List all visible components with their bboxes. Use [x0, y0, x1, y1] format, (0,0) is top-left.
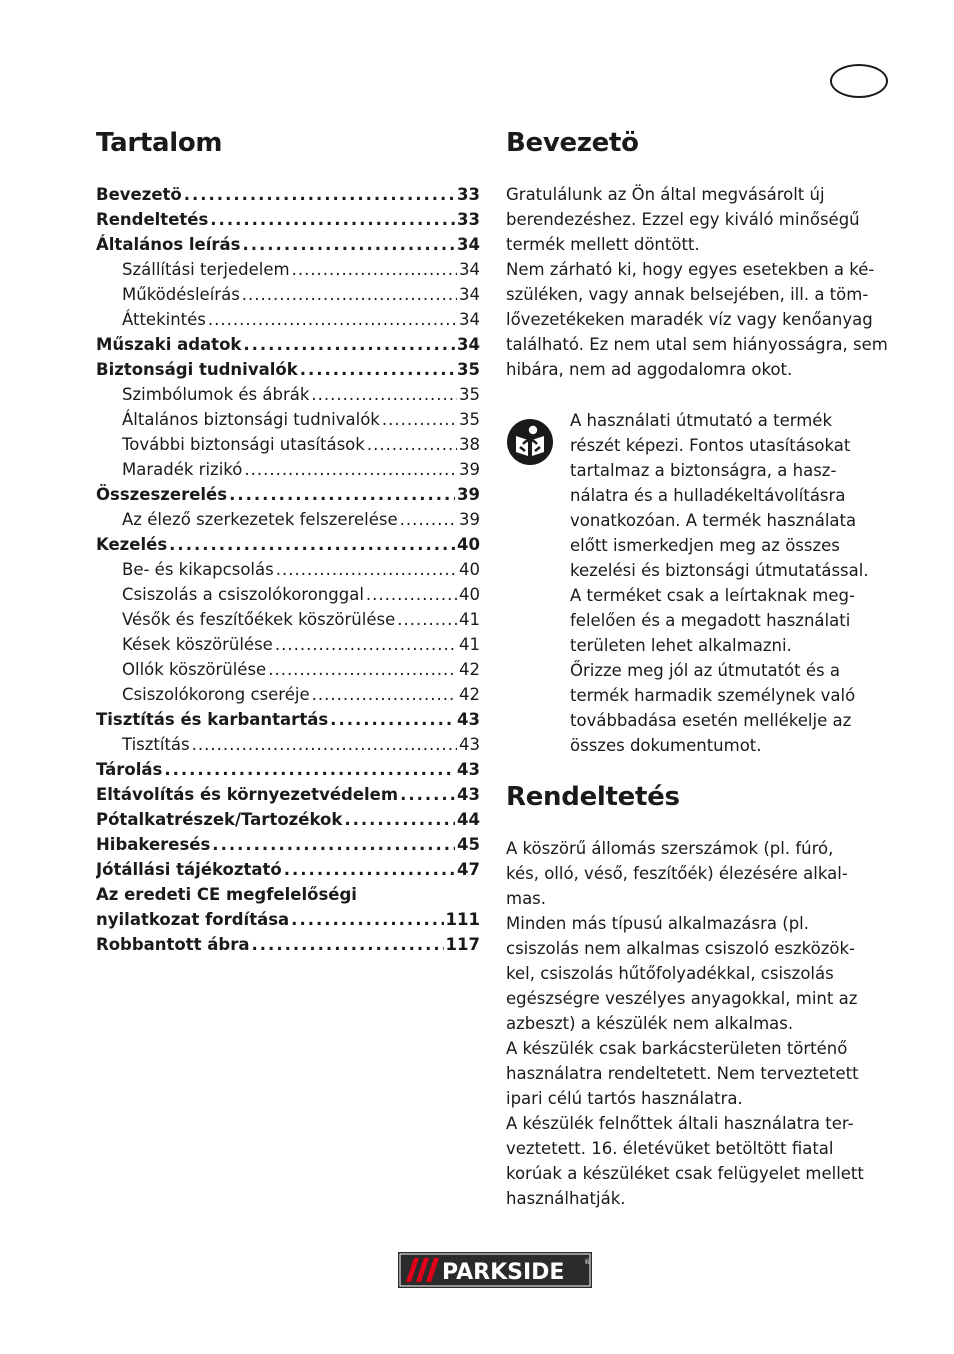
- toc-entry-label: Hibakeresés: [96, 835, 211, 854]
- toc-entry-label: Csiszolókorong cseréje: [122, 685, 310, 704]
- toc-leader: [400, 507, 457, 532]
- text-line: Őrizze meg jól az útmutatót és a: [570, 661, 840, 680]
- toc-entry-label: Szimbólumok és ábrák: [122, 385, 310, 404]
- toc-column: [96, 124, 480, 957]
- toc-entry-label: Be- és kikapcsolás: [122, 560, 274, 579]
- toc-leader: [330, 707, 455, 732]
- toc-leader: [169, 532, 455, 557]
- toc-leader: [284, 857, 455, 882]
- text-line: vonatkozóan. A termék használata: [570, 511, 857, 530]
- purpose-title: Rendeltetés: [506, 782, 680, 812]
- toc-entry-label: Maradék rizikó: [122, 460, 243, 479]
- toc-entry[interactable]: [96, 932, 480, 957]
- toc-entry[interactable]: [96, 907, 480, 932]
- text-line: lővezetékeken maradék víz vagy kenőanyag: [506, 310, 873, 329]
- text-line: továbbadása esetén mellékelje az: [570, 711, 852, 730]
- toc-entry[interactable]: [96, 632, 480, 657]
- toc-entry[interactable]: [96, 232, 480, 257]
- toc-entry[interactable]: [96, 782, 480, 807]
- toc-entry-label: Tisztítás: [122, 735, 190, 754]
- text-line: Nem zárható ki, hogy egyes esetekben a ké-: [506, 260, 875, 279]
- toc-entry[interactable]: [96, 807, 480, 832]
- toc-entry-page: 34: [459, 285, 480, 304]
- toc-leader: [300, 357, 455, 382]
- text-line: A használati útmutató a termék: [570, 411, 833, 430]
- toc-entry-label: Csiszolás a csiszolókoronggal: [122, 585, 364, 604]
- toc-entry[interactable]: [96, 832, 480, 857]
- toc-entry-label: Tisztítás és karbantartás: [96, 710, 329, 729]
- text-line: egészségre veszélyes anyagokkal, mint az: [506, 989, 858, 1008]
- toc-entry-page: 43: [457, 710, 480, 729]
- text-line: A készülék csak barkácsterületen történő: [506, 1039, 848, 1058]
- toc-entry-label: Áttekintés: [122, 310, 206, 329]
- text-line: csiszolás nem alkalmas csiszoló eszközök-: [506, 939, 856, 958]
- toc-leader: [268, 657, 457, 682]
- text-line: előtt ismerkedjen meg az összes: [570, 536, 840, 555]
- svg-text:®: ®: [584, 1258, 591, 1266]
- toc-entry-label: Ollók köszörülése: [122, 660, 267, 679]
- toc-leader: [212, 832, 455, 857]
- toc-entry[interactable]: [96, 707, 480, 732]
- notice-text: [570, 408, 896, 758]
- toc-entry[interactable]: [96, 657, 480, 682]
- toc-entry[interactable]: [96, 507, 480, 532]
- toc-leader: [244, 457, 457, 482]
- text-line: korúak a készüléket csak felügyelet mellett: [506, 1164, 864, 1183]
- toc-entry-label: Műszaki adatok: [96, 335, 242, 354]
- text-line: részét képezi. Fontos utasításokat: [570, 436, 851, 455]
- text-line: használhatják.: [506, 1189, 626, 1208]
- toc-leader: [275, 632, 457, 657]
- toc-leader: [242, 282, 457, 307]
- toc-entry[interactable]: [96, 557, 480, 582]
- toc-entry-label: Bevezetö: [96, 185, 182, 204]
- content-column: [506, 124, 896, 1211]
- toc-entry[interactable]: [96, 207, 480, 232]
- toc-leader: [367, 432, 457, 457]
- text-line: kés, olló, véső, feszítőék) élezésére alkal-: [506, 864, 848, 883]
- toc-leader: [210, 207, 455, 232]
- text-line: mas.: [506, 889, 547, 908]
- toc-leader: [276, 557, 457, 582]
- toc-leader: [208, 307, 457, 332]
- toc-entry-label: Robbantott ábra: [96, 935, 250, 954]
- text-line: ipari célú tartós használatra.: [506, 1089, 743, 1108]
- toc-entry[interactable]: [96, 332, 480, 357]
- toc-entry-label: Szállítási terjedelem: [122, 260, 290, 279]
- toc-entry-page: 47: [457, 860, 480, 879]
- toc-entry-page: 41: [459, 635, 480, 654]
- toc-entry[interactable]: [96, 382, 480, 407]
- toc-entry-page: 35: [459, 385, 480, 404]
- toc-title: Tartalom: [96, 128, 223, 158]
- toc-entry-page: 34: [459, 310, 480, 329]
- text-line: termék harmadik személynek való: [570, 686, 856, 705]
- toc-entry-page: 34: [459, 260, 480, 279]
- text-line: felelően és a megadott használati: [570, 611, 851, 630]
- toc-entry[interactable]: [96, 182, 480, 207]
- toc-leader: [192, 732, 457, 757]
- toc-entry[interactable]: [96, 357, 480, 382]
- toc-entry[interactable]: [96, 282, 480, 307]
- toc-leader: [400, 782, 455, 807]
- toc-entry-page: 39: [457, 485, 480, 504]
- toc-leader: [366, 582, 457, 607]
- toc-entry-label: Általános leírás: [96, 235, 241, 254]
- toc-leader: [382, 407, 457, 432]
- text-line: A készülék felnőttek általi használatra ter-: [506, 1114, 854, 1133]
- toc-entry-page: 41: [459, 610, 480, 629]
- toc-entry-label: Pótalkatrészek/Tartozékok: [96, 810, 343, 829]
- toc-leader: [242, 232, 455, 257]
- toc-entry-page: 35: [459, 410, 480, 429]
- toc-entry-page: 34: [457, 335, 480, 354]
- toc-leader: [243, 332, 455, 357]
- text-line: A köszörű állomás szerszámok (pl. fúró,: [506, 839, 834, 858]
- toc-entry-label: Az élező szerkezetek felszerelése: [122, 510, 398, 529]
- toc-entry[interactable]: [96, 682, 480, 707]
- toc-list: [96, 182, 480, 957]
- toc-entry-label: További biztonsági utasítások: [122, 435, 365, 454]
- toc-entry-label: Kések köszörülése: [122, 635, 273, 654]
- toc-entry-page: 38: [459, 435, 480, 454]
- text-line: használatra rendeltetett. Nem terveztetett: [506, 1064, 859, 1083]
- toc-leader: [312, 682, 457, 707]
- toc-leader: [229, 482, 455, 507]
- text-line: Gratulálunk az Ön által megvásárolt új: [506, 185, 825, 204]
- toc-entry-label: Eltávolítás és környezetvédelem: [96, 785, 399, 804]
- toc-leader: [164, 757, 455, 782]
- intro-text: [506, 182, 896, 382]
- toc-entry-label: nyilatkozat fordítása: [96, 910, 290, 929]
- purpose-text: [506, 836, 896, 1211]
- text-line: található. Ez nem utal sem hiányosságra, sem: [506, 335, 888, 354]
- toc-entry-page: 43: [457, 785, 480, 804]
- read-manual-icon: [506, 418, 554, 466]
- toc-entry[interactable]: [96, 582, 480, 607]
- language-badge: [830, 64, 888, 98]
- toc-entry-label: Az eredeti CE megfelelőségi: [96, 885, 357, 904]
- toc-entry[interactable]: [96, 732, 480, 757]
- toc-entry[interactable]: [96, 407, 480, 432]
- toc-entry[interactable]: [96, 432, 480, 457]
- toc-entry-page: 42: [459, 660, 480, 679]
- text-line: termék mellett döntött.: [506, 235, 700, 254]
- toc-entry-page: 34: [457, 235, 480, 254]
- toc-entry[interactable]: [96, 607, 480, 632]
- toc-entry-page: 40: [457, 535, 480, 554]
- toc-entry-page: 43: [457, 760, 480, 779]
- toc-entry[interactable]: [96, 757, 480, 782]
- logo-text: PARKSIDE: [442, 1260, 565, 1285]
- toc-leader: [311, 382, 457, 407]
- toc-entry-page: 43: [459, 735, 480, 754]
- toc-entry-label: Összeszerelés: [96, 485, 228, 504]
- text-line: szüléken, vagy annak belsejében, ill. a töm-: [506, 285, 869, 304]
- toc-entry-label: Kezelés: [96, 535, 168, 554]
- text-line: hibára, nem ad aggodalomra okot.: [506, 360, 793, 379]
- text-line: Minden más típusú alkalmazásra (pl.: [506, 914, 810, 933]
- toc-leader: [292, 257, 457, 282]
- parkside-logo: [398, 1252, 592, 1288]
- toc-entry[interactable]: [96, 307, 480, 332]
- toc-entry[interactable]: [96, 857, 480, 882]
- text-line: azbeszt) a készülék nem alkalmas.: [506, 1014, 794, 1033]
- toc-leader: [291, 907, 443, 932]
- toc-entry-page: 44: [457, 810, 480, 829]
- toc-entry[interactable]: [96, 882, 480, 907]
- toc-entry[interactable]: [96, 482, 480, 507]
- toc-entry-page: 45: [457, 835, 480, 854]
- toc-entry-page: 117: [445, 935, 480, 954]
- toc-entry-page: 40: [459, 585, 480, 604]
- toc-leader: [344, 807, 455, 832]
- toc-entry-page: 39: [459, 510, 480, 529]
- intro-title: Bevezetö: [506, 128, 639, 158]
- toc-entry-page: 35: [457, 360, 480, 379]
- toc-entry-label: Rendeltetés: [96, 210, 209, 229]
- text-line: tartalmaz a biztonságra, a hasz-: [570, 461, 837, 480]
- text-line: kezelési és biztonsági útmutatással.: [570, 561, 869, 580]
- toc-entry[interactable]: [96, 532, 480, 557]
- toc-leader: [252, 932, 444, 957]
- toc-entry-label: Jótállási tájékoztató: [96, 860, 282, 879]
- text-line: területen lehet alkalmazni.: [570, 636, 792, 655]
- toc-entry-page: 42: [459, 685, 480, 704]
- toc-entry-label: Biztonsági tudnivalók: [96, 360, 298, 379]
- toc-entry[interactable]: [96, 457, 480, 482]
- toc-entry-label: Tárolás: [96, 760, 163, 779]
- toc-leader: [184, 182, 455, 207]
- text-line: kel, csiszolás hűtőfolyadékkal, csiszolás: [506, 964, 834, 983]
- text-line: A terméket csak a leírtaknak meg-: [570, 586, 855, 605]
- toc-entry-label: Általános biztonsági tudnivalók: [122, 410, 380, 429]
- toc-entry-label: Vésők és feszítőékek köszörülése: [122, 610, 396, 629]
- toc-entry-label: Működésleírás: [122, 285, 240, 304]
- toc-entry[interactable]: [96, 257, 480, 282]
- toc-entry-page: 33: [457, 210, 480, 229]
- toc-entry-page: 40: [459, 560, 480, 579]
- toc-leader: [397, 607, 457, 632]
- text-line: nálatra és a hulladékeltávolításra: [570, 486, 846, 505]
- toc-entry-page: 33: [457, 185, 480, 204]
- text-line: összes dokumentumot.: [570, 736, 762, 755]
- text-line: veztetett. 16. életévüket betöltött fiatal: [506, 1139, 834, 1158]
- toc-entry-page: 111: [445, 910, 480, 929]
- text-line: berendezéshez. Ezzel egy kiváló minőségű: [506, 210, 860, 229]
- toc-entry-page: 39: [459, 460, 480, 479]
- manual-notice: [506, 408, 896, 758]
